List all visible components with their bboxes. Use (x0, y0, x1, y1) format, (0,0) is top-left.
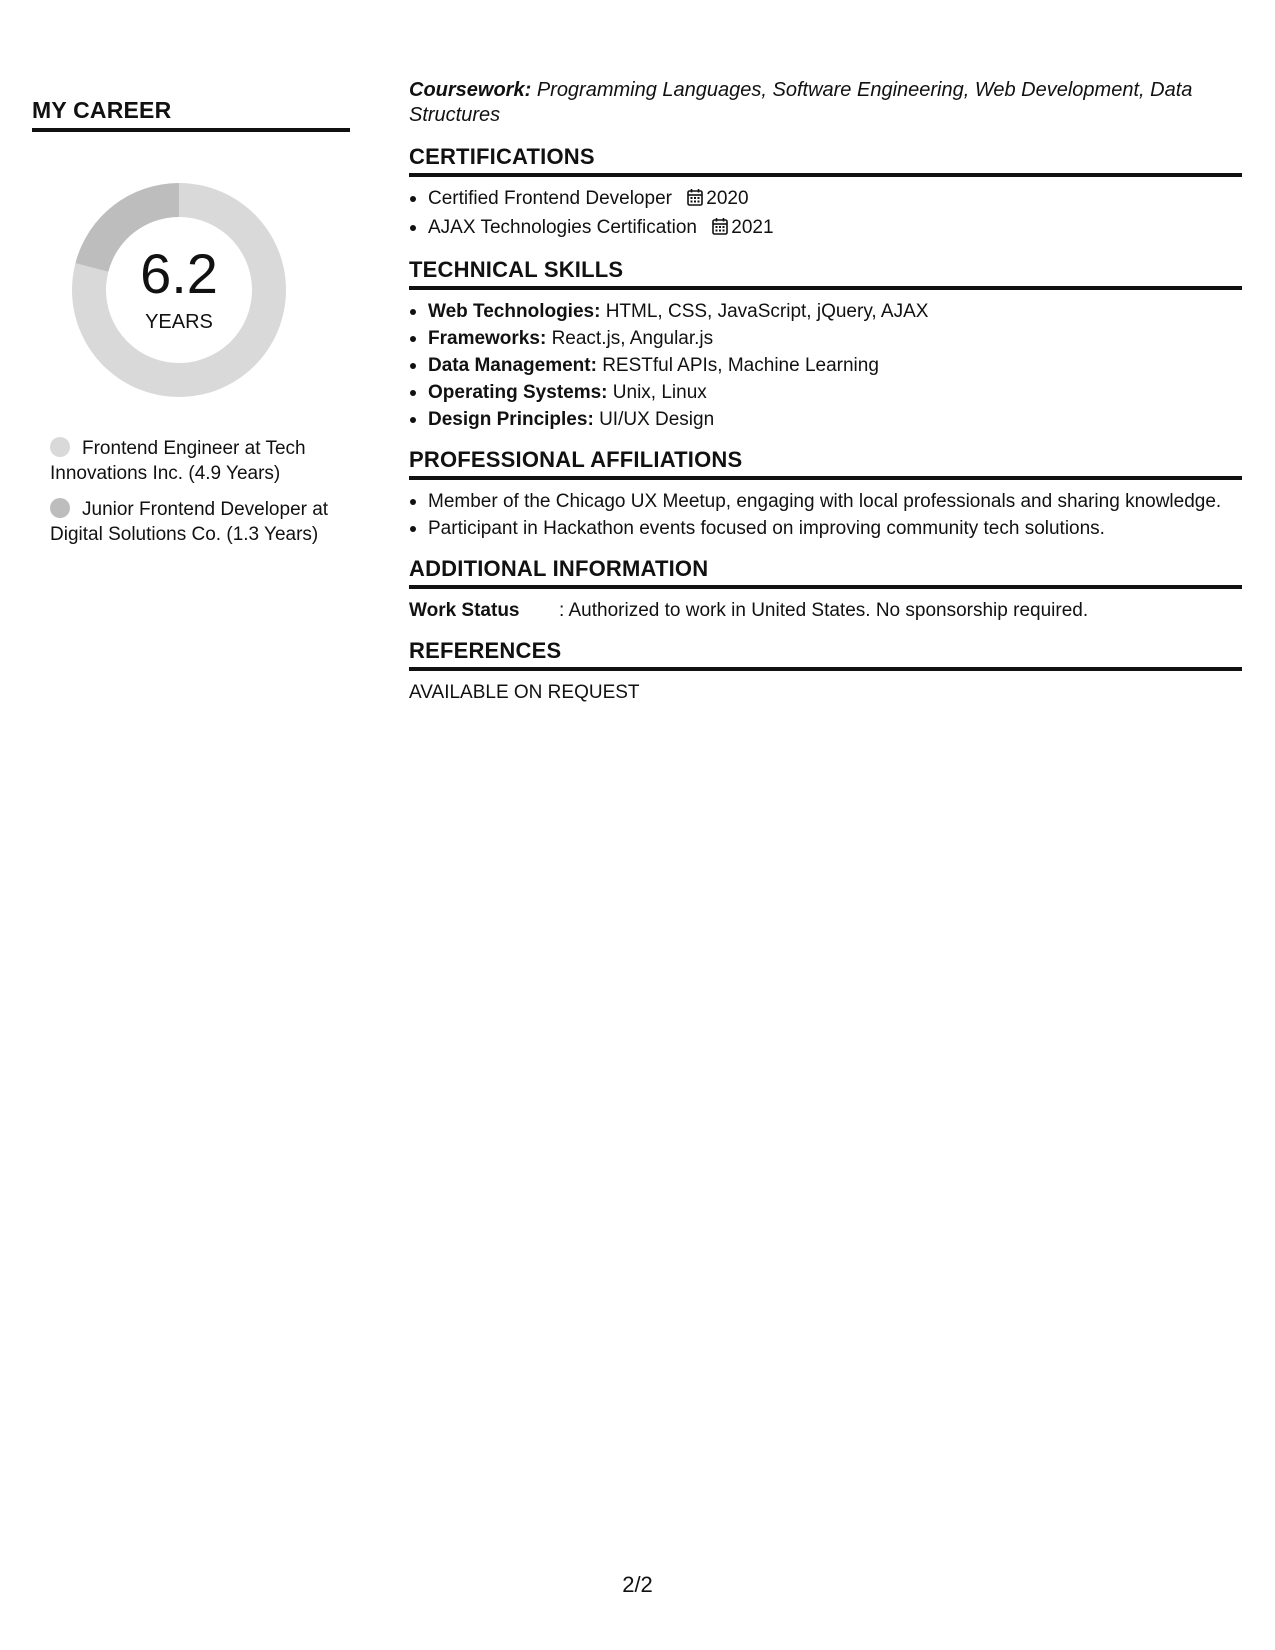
affiliation-item: Member of the Chicago UX Meetup, engaging with local professionals and sharing knowledge. (409, 488, 1242, 515)
certifications-title: CERTIFICATIONS (409, 144, 1242, 177)
skill-label: Operating Systems: (428, 382, 608, 403)
skill-item (409, 325, 1242, 352)
legend-dot-icon (50, 498, 70, 518)
skill-label: Frameworks: (428, 328, 547, 349)
skill-item (409, 406, 1242, 433)
work-status-row (409, 597, 1242, 624)
certification-year: 2021 (731, 217, 774, 238)
career-legend (50, 436, 350, 558)
skill-label: Design Principles: (428, 409, 594, 430)
legend-item-job-1 (50, 436, 350, 486)
certifications-list (409, 185, 1242, 243)
calendar-icon (687, 187, 703, 214)
coursework-text: Programming Languages, Software Engineering, Web Development, Data Structures (409, 79, 1193, 126)
certification-item (409, 214, 1242, 243)
skill-value: HTML, CSS, JavaScript, jQuery, AJAX (605, 301, 929, 322)
total-years-unit: YEARS (145, 311, 213, 333)
calendar-icon (712, 216, 728, 243)
legend-label: Frontend Engineer at Tech Innovations Inc. (4.9 Years) (50, 438, 306, 484)
certification-year: 2020 (706, 188, 749, 209)
references-title: REFERENCES (409, 638, 1242, 671)
coursework-line (409, 78, 1242, 128)
skill-label: Web Technologies: (428, 301, 601, 322)
certification-name: AJAX Technologies Certification (428, 217, 697, 238)
skill-item (409, 298, 1242, 325)
work-status-value: : Authorized to work in United States. No sponsorship required. (559, 600, 1089, 621)
resume-main (409, 78, 1242, 706)
skill-item (409, 352, 1242, 379)
coursework-label: Coursework: (409, 79, 532, 101)
references-text: AVAILABLE ON REQUEST (409, 682, 640, 703)
skill-value: RESTful APIs, Machine Learning (602, 355, 879, 376)
skill-value: Unix, Linux (612, 382, 707, 403)
affiliations-title: PROFESSIONAL AFFILIATIONS (409, 447, 1242, 480)
career-heading: MY CAREER (32, 97, 350, 132)
skill-value: React.js, Angular.js (551, 328, 714, 349)
work-status-label: Work Status (409, 600, 520, 621)
affiliations-list (409, 488, 1242, 542)
legend-dot-icon (50, 437, 70, 457)
legend-label: Junior Frontend Developer at Digital Solutions Co. (1.3 Years) (50, 499, 329, 545)
skills-title: TECHNICAL SKILLS (409, 257, 1242, 290)
page-number: 2/2 (622, 1572, 653, 1597)
additional-info-title: ADDITIONAL INFORMATION (409, 556, 1242, 589)
total-years-value: 6.2 (140, 242, 218, 305)
donut-center (66, 177, 292, 403)
skills-list (409, 298, 1242, 433)
affiliation-item: Participant in Hackathon events focused on improving community tech solutions. (409, 515, 1242, 542)
skill-item (409, 379, 1242, 406)
certification-item (409, 185, 1242, 214)
skill-label: Data Management: (428, 355, 597, 376)
skill-value: UI/UX Design (599, 409, 715, 430)
certification-name: Certified Frontend Developer (428, 188, 672, 209)
career-donut-chart (66, 177, 292, 403)
legend-item-job-2 (50, 497, 350, 547)
